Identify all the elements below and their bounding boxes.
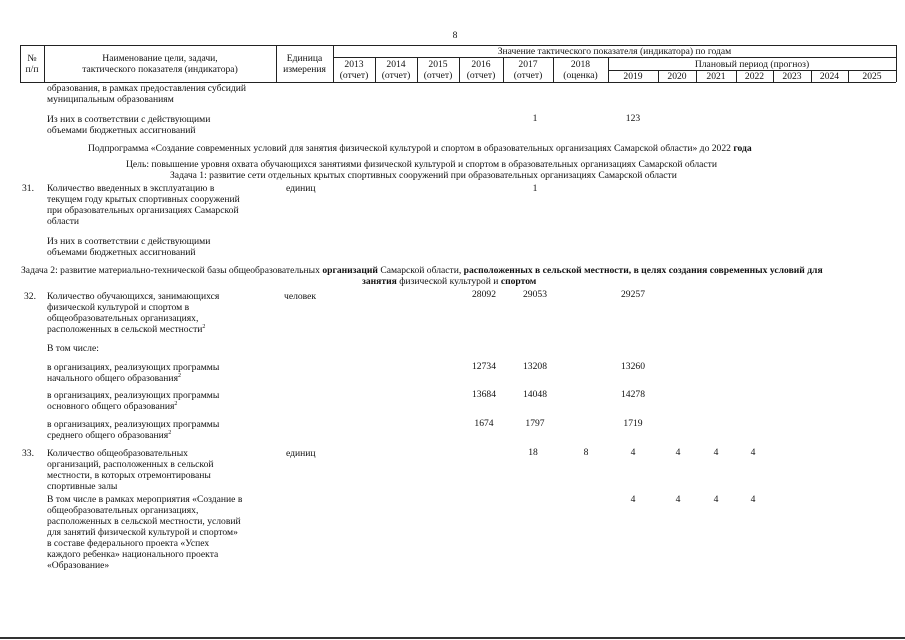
value-cell: 4 bbox=[750, 447, 756, 458]
page-bottom-edge bbox=[0, 637, 905, 639]
value-cell: 4 bbox=[630, 447, 636, 458]
row-number: 33. bbox=[22, 448, 34, 459]
row-33-unit: единиц bbox=[286, 448, 316, 459]
value-cell: 13684 bbox=[472, 389, 496, 400]
row-31-sub-line2: объемами бюджетных ассигнований bbox=[47, 247, 196, 258]
including-label: В том числе: bbox=[47, 343, 99, 354]
value-cell: 1674 bbox=[474, 418, 494, 429]
row-33-sub-line3: расположенных в сельской местности, условий bbox=[47, 516, 241, 527]
header-year-2021: 2021 bbox=[706, 71, 726, 82]
header-year-2023: 2023 bbox=[782, 71, 802, 82]
value-cell: 29053 bbox=[523, 289, 547, 300]
row-primary-line2: начального общего образования$^2$ bbox=[47, 372, 181, 384]
row-32-name-line1: Количество обучающихся, занимающихся bbox=[47, 291, 220, 302]
value-cell: 28092 bbox=[472, 289, 496, 300]
row-31-name-line1: Количество введенных в эксплуатацию в bbox=[47, 183, 215, 194]
value-cell: 14278 bbox=[621, 389, 645, 400]
value-cell: 4 bbox=[630, 494, 636, 505]
goal-text: Цель: повышение уровня охвата обучающихся занятиями физической культурой и спортом в образовательных организациях Самарской области bbox=[126, 159, 718, 170]
row-number: 31. bbox=[22, 183, 34, 194]
row-33-name-line1: Количество общеобразовательных bbox=[47, 448, 188, 459]
header-year-2015: 2015 bbox=[428, 59, 448, 70]
row-32-name-line4: расположенных в сельской местности$^2$ bbox=[47, 323, 206, 335]
header-unit-line1: Единица bbox=[286, 53, 323, 64]
row-31-sub-line1: Из них в соответствии с действующими bbox=[47, 236, 211, 247]
task2-text-line1: Задача 2: развитие материально-технической базы общеобразовательных организаций Самарской области, расположенных в сельской местности, в целях создания современных условий для bbox=[21, 265, 823, 276]
value-cell: 1797 bbox=[525, 418, 545, 429]
row-primary-line1: в организациях, реализующих программы bbox=[47, 362, 220, 373]
value-cell: 8 bbox=[583, 447, 589, 458]
header-year-2016: 2016 bbox=[471, 59, 491, 70]
task1-text: Задача 1: развитие сети отдельных крытых спортивных сооружений при образовательных организациях Самарской области bbox=[170, 170, 677, 181]
row-31-name-line4: области bbox=[47, 216, 80, 227]
row-continuation-sub-line1: Из них в соответствии с действующими bbox=[47, 114, 211, 125]
header-year-2016-sub: (отчет) bbox=[466, 70, 496, 81]
row-secondary-line1: в организациях, реализующих программы bbox=[47, 419, 220, 430]
row-33-sub-line2: общеобразовательных организациях, bbox=[47, 505, 199, 516]
page-number: 8 bbox=[452, 30, 458, 41]
row-32-name-line3: общеобразовательных организациях, bbox=[47, 313, 199, 324]
row-31-name-line2: текущем году крытых спортивных сооружений bbox=[47, 194, 240, 205]
header-num-line2: п/п bbox=[25, 64, 39, 75]
row-31-name-line3: при образовательных организациях Самарской bbox=[47, 205, 239, 216]
header-year-2018-sub: (оценка) bbox=[563, 70, 598, 81]
value-cell: 1719 bbox=[623, 418, 643, 429]
row-33-sub-line6: каждого ребенка» национального проекта bbox=[47, 549, 219, 560]
header-unit-line2: измерения bbox=[283, 64, 326, 75]
row-33-name-line3: местности, в которых отремонтированы bbox=[47, 470, 211, 481]
row-secondary-line2: среднего общего образования$^2$ bbox=[47, 429, 172, 441]
row-31-unit: единиц bbox=[286, 183, 316, 194]
header-plan-title: Плановый период (прогноз) bbox=[694, 59, 810, 70]
header-year-2020: 2020 bbox=[667, 71, 687, 82]
header-name-line2: тактического показателя (индикатора) bbox=[82, 64, 238, 75]
value-cell: 14048 bbox=[523, 389, 547, 400]
value-cell: 1 bbox=[532, 183, 538, 194]
row-33-sub-line5: в составе федерального проекта «Успех bbox=[47, 538, 210, 549]
header-year-2015-sub: (отчет) bbox=[423, 70, 453, 81]
value-cell: 1 bbox=[532, 113, 538, 124]
header-year-2014-sub: (отчет) bbox=[381, 70, 411, 81]
value-cell: 4 bbox=[713, 447, 719, 458]
header-year-2017: 2017 bbox=[518, 59, 538, 70]
row-33-sub-line7: «Образование» bbox=[47, 560, 110, 571]
header-num-line1: № bbox=[27, 53, 37, 64]
header-year-2019: 2019 bbox=[623, 71, 643, 82]
row-32-name-line2: физической культурой и спортом в bbox=[47, 302, 190, 313]
header-year-2025: 2025 bbox=[862, 71, 882, 82]
task2-text-line2: занятия физической культурой и спортом bbox=[362, 276, 537, 287]
value-cell: 29257 bbox=[621, 289, 645, 300]
row-33-sub-line1: В том числе в рамках мероприятия «Создание в bbox=[47, 494, 243, 505]
header-year-2013-sub: (отчет) bbox=[339, 70, 369, 81]
value-cell: 4 bbox=[675, 494, 681, 505]
header-year-2013: 2013 bbox=[344, 59, 364, 70]
row-33-sub-line4: для занятий физической культурой и спортом» bbox=[47, 527, 238, 538]
row-continuation-sub-line2: объемами бюджетных ассигнований bbox=[47, 125, 196, 136]
header-year-2014: 2014 bbox=[386, 59, 406, 70]
header-year-2022: 2022 bbox=[744, 71, 765, 82]
value-cell: 4 bbox=[750, 494, 756, 505]
header-name-line1: Наименование цели, задачи, bbox=[102, 53, 218, 64]
header-year-2018: 2018 bbox=[570, 59, 591, 70]
row-basic-line1: в организациях, реализующих программы bbox=[47, 390, 220, 401]
row-number: 32. bbox=[24, 291, 36, 302]
value-cell: 4 bbox=[675, 447, 681, 458]
value-cell: 4 bbox=[713, 494, 719, 505]
value-cell: 13208 bbox=[523, 361, 547, 372]
subprogram-title: Подпрограмма «Создание современных условий для занятия физической культурой и спортом в образовательных организациях Самарской области» до 2022 года bbox=[88, 143, 752, 154]
value-cell: 12734 bbox=[472, 361, 496, 372]
row-basic-line2: основного общего образования$^2$ bbox=[47, 400, 178, 412]
row-32-unit: человек bbox=[284, 291, 317, 302]
header-year-2017-sub: (отчет) bbox=[513, 70, 543, 81]
header-year-2024: 2024 bbox=[819, 71, 840, 82]
row-33-name-line4: спортивные залы bbox=[47, 481, 118, 492]
header-values-title: Значение тактического показателя (индикатора) по годам bbox=[497, 46, 732, 57]
row-33-name-line2: организаций, расположенных в сельской bbox=[47, 459, 214, 470]
value-cell: 18 bbox=[528, 447, 538, 458]
value-cell: 13260 bbox=[621, 361, 645, 372]
row-continuation-line2: муниципальным образованиям bbox=[47, 94, 174, 105]
value-cell: 123 bbox=[625, 113, 641, 124]
row-continuation-line1: образования, в рамках предоставления субсидий bbox=[47, 83, 246, 94]
